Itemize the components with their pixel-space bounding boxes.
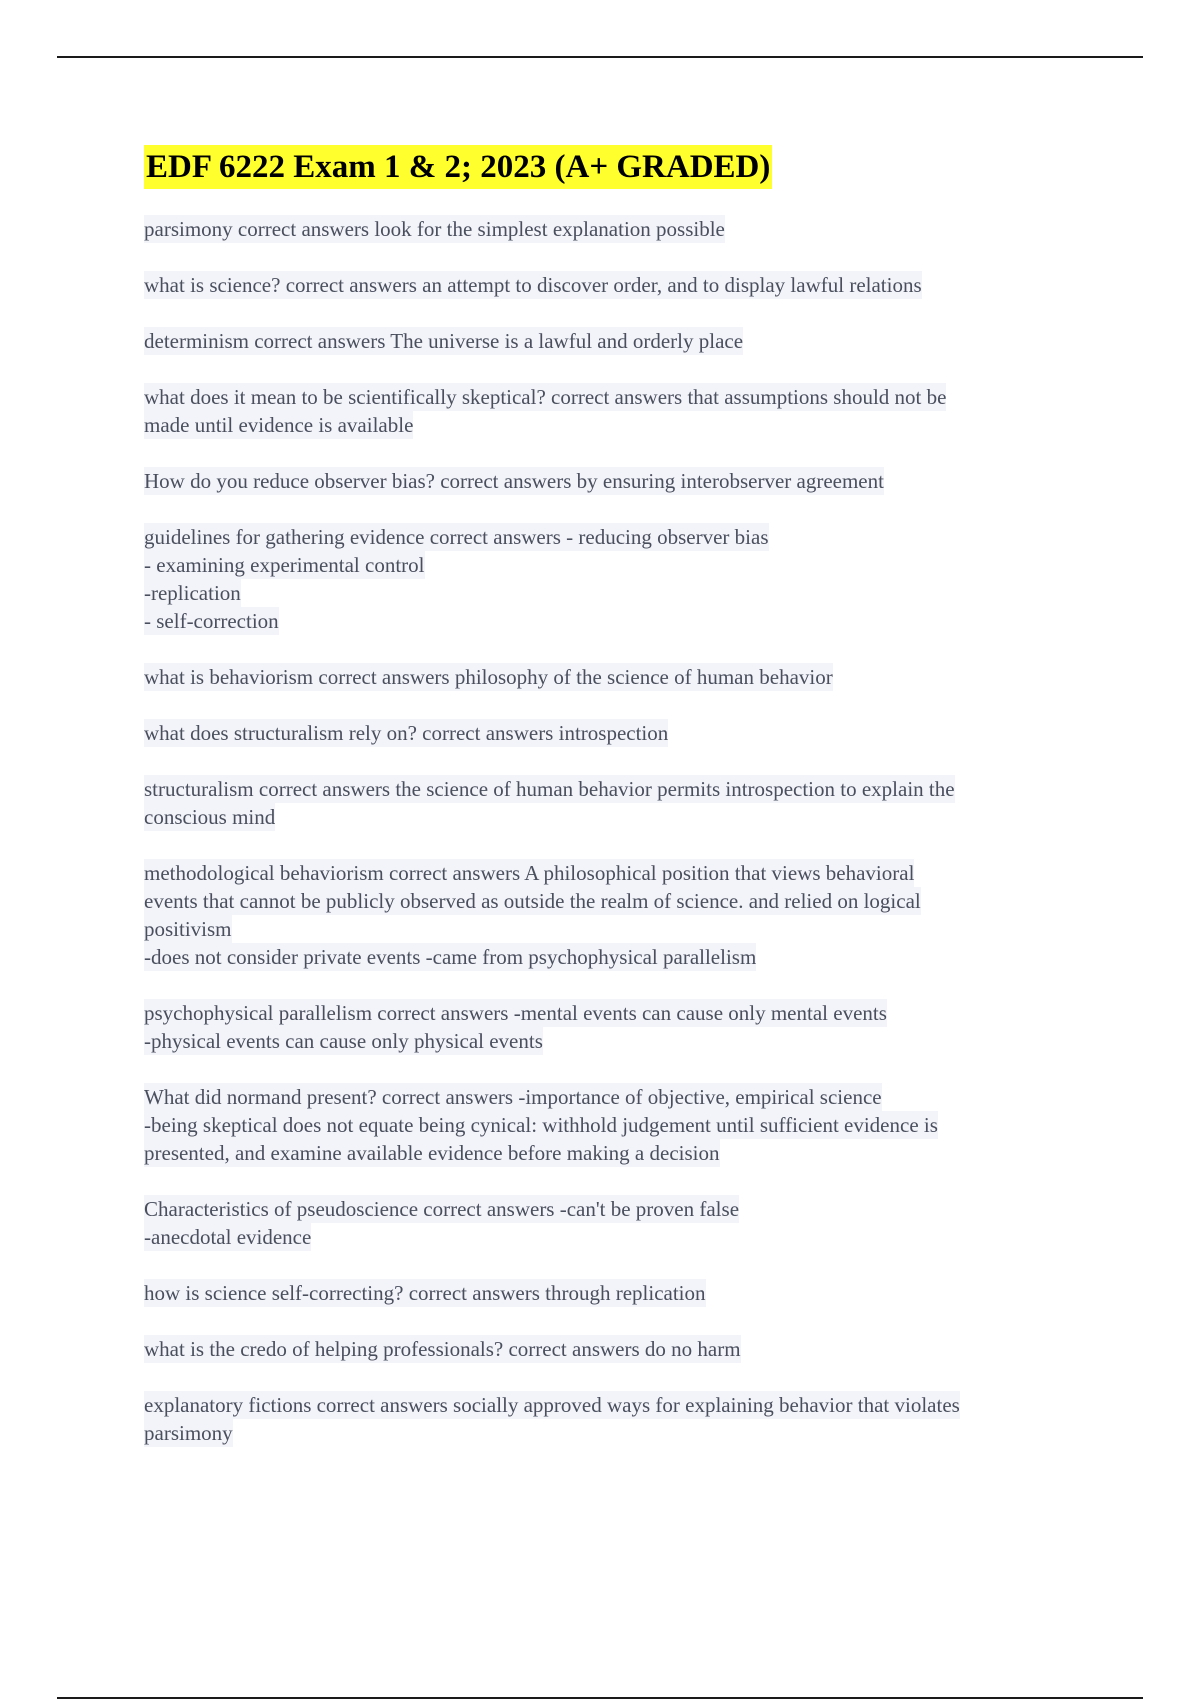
qa-list <box>144 215 1094 1475</box>
page-title: EDF 6222 Exam 1 & 2; 2023 (A+ GRADED) <box>144 145 772 189</box>
qa-item <box>144 719 1094 747</box>
qa-line: -replication <box>144 581 241 605</box>
qa-item <box>144 859 1094 971</box>
qa-item <box>144 467 1094 495</box>
qa-line: events that cannot be publicly observed as outside the realm of science. and relied on logical <box>144 889 921 913</box>
qa-item <box>144 1083 1094 1167</box>
qa-item <box>144 271 1094 299</box>
bottom-divider <box>57 1697 1143 1699</box>
qa-line: methodological behaviorism correct answers A philosophical position that views behavioral <box>144 861 915 885</box>
qa-line: what does structuralism rely on? correct answers introspection <box>144 721 669 745</box>
qa-line: -physical events can cause only physical events <box>144 1029 543 1053</box>
qa-line: explanatory fictions correct answers socially approved ways for explaining behavior that violates <box>144 1393 960 1417</box>
qa-line: parsimony correct answers look for the simplest explanation possible <box>144 217 725 241</box>
qa-line: what does it mean to be scientifically skeptical? correct answers that assumptions should not be <box>144 385 947 409</box>
qa-item <box>144 215 1094 243</box>
qa-line: What did normand present? correct answers -importance of objective, empirical science <box>144 1085 882 1109</box>
qa-item <box>144 663 1094 691</box>
qa-line: made until evidence is available <box>144 413 414 437</box>
qa-line: conscious mind <box>144 805 276 829</box>
qa-item <box>144 1279 1094 1307</box>
qa-line: Characteristics of pseudoscience correct answers -can't be proven false <box>144 1197 740 1221</box>
qa-line: -being skeptical does not equate being cynical: withhold judgement until sufficient evidence is <box>144 1113 938 1137</box>
qa-line: parsimony <box>144 1421 233 1445</box>
qa-item <box>144 383 1094 439</box>
qa-line: what is behaviorism correct answers philosophy of the science of human behavior <box>144 665 833 689</box>
qa-line: structuralism correct answers the science of human behavior permits introspection to explain the <box>144 777 955 801</box>
qa-item <box>144 775 1094 831</box>
qa-line: - self-correction <box>144 609 279 633</box>
qa-line: -does not consider private events -came from psychophysical parallelism <box>144 945 757 969</box>
qa-line: how is science self-correcting? correct answers through replication <box>144 1281 706 1305</box>
qa-item <box>144 1391 1094 1447</box>
qa-item <box>144 1335 1094 1363</box>
qa-item <box>144 1195 1094 1251</box>
qa-line: presented, and examine available evidence before making a decision <box>144 1141 720 1165</box>
qa-line: -anecdotal evidence <box>144 1225 312 1249</box>
qa-item <box>144 523 1094 635</box>
qa-item <box>144 999 1094 1055</box>
top-divider <box>57 56 1143 58</box>
qa-line: what is the credo of helping professionals? correct answers do no harm <box>144 1337 741 1361</box>
qa-line: How do you reduce observer bias? correct answers by ensuring interobserver agreement <box>144 469 884 493</box>
qa-line: guidelines for gathering evidence correct answers - reducing observer bias <box>144 525 769 549</box>
qa-line: - examining experimental control <box>144 553 425 577</box>
qa-line: psychophysical parallelism correct answers -mental events can cause only mental events <box>144 1001 887 1025</box>
qa-line: what is science? correct answers an attempt to discover order, and to display lawful relations <box>144 273 922 297</box>
qa-line: determinism correct answers The universe is a lawful and orderly place <box>144 329 744 353</box>
qa-line: positivism <box>144 917 232 941</box>
qa-item <box>144 327 1094 355</box>
